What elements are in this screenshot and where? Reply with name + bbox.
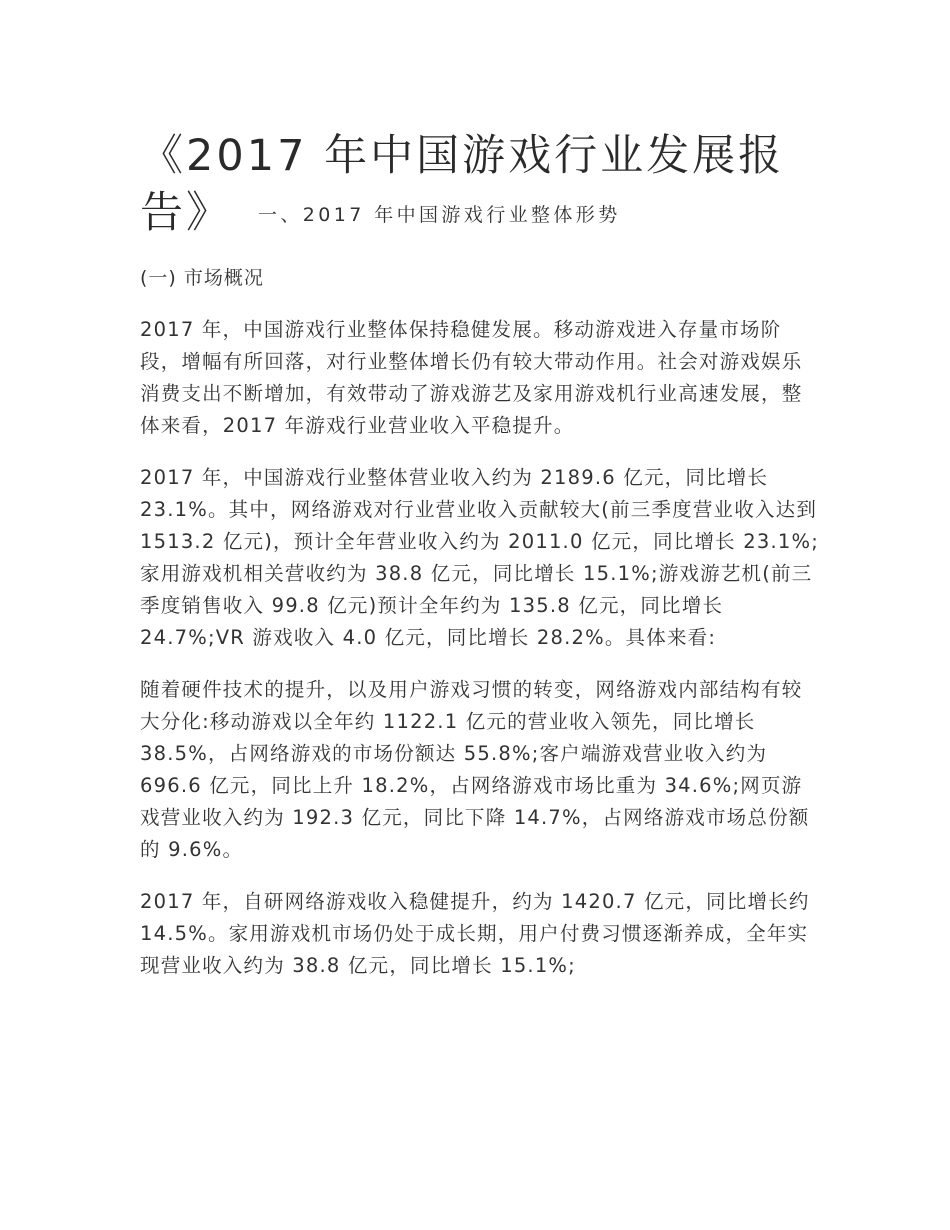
title-text: 《2017 年中国游戏行业发展报告》 [140, 131, 785, 238]
document-page [140, 128, 820, 982]
document-title [140, 128, 820, 244]
paragraph-2: 2017 年，中国游戏行业整体营业收入约为 2189.6 亿元，同比增长 23.1%。其中，网络游戏对行业营业收入贡献较大(前三季度营业收入达到 1513.2 亿元)，预计全年营业收入约为 2011.0 亿元，同比增长 23.1%;家用游戏机相关营收约为 38.8 亿元，同比增长 15.1%;游戏游艺机(前三季度销售收入 99.8 亿元)预计全年约为 135.8 亿元，同比增长 24.7%;VR 游戏收入 4.0 亿元，同比增长 28.2%。具体来看: [140, 466, 819, 649]
paragraph-1: 2017 年，中国游戏行业整体保持稳健发展。移动游戏进入存量市场阶段，增幅有所回落，对行业整体增长仍有较大带动作用。社会对游戏娱乐消费支出不断增加，有效带动了游戏游艺及家用游戏机行业高速发展，整体来看，2017 年游戏行业营业收入平稳提升。 [140, 318, 803, 437]
document-subtitle: 一、2017 年中国游戏行业整体形势 [258, 204, 621, 226]
section-heading: (一) 市场概况 [140, 267, 264, 289]
paragraph-4: 2017 年，自研网络游戏收入稳健提升，约为 1420.7 亿元，同比增长约 14.5%。家用游戏机市场仍处于成长期，用户付费习惯逐渐养成，全年实现营业收入约为 38.8 亿元，同比增长 15.1%; [140, 890, 810, 977]
paragraph-3: 随着硬件技术的提升，以及用户游戏习惯的转变，网络游戏内部结构有较大分化:移动游戏以全年约 1122.1 亿元的营业收入领先，同比增长 38.5%，占网络游戏的市场份额达 55.8%;客户端游戏营业收入约为 696.6 亿元，同比上升 18.2%，占网络游戏市场比重为 34.6%;网页游戏营业收入约为 192.3 亿元，同比下降 14.7%，占网络游戏市场总份额的 9.6%。 [140, 678, 810, 861]
